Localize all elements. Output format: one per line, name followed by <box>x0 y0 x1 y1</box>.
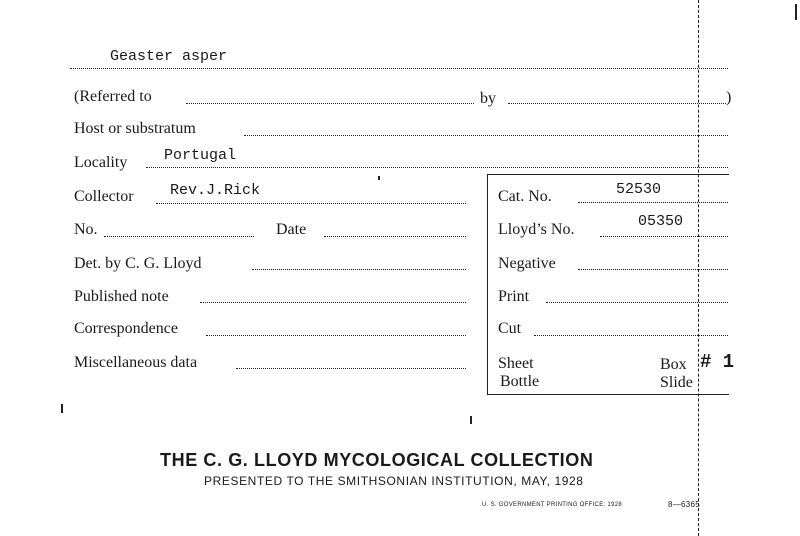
specimen-name-line <box>70 68 728 69</box>
no-label: No. <box>74 221 98 238</box>
print-label: Print <box>498 288 530 305</box>
by-label: by <box>480 90 496 107</box>
correspondence-line <box>206 335 466 336</box>
no-line <box>104 236 254 237</box>
lloyd-no-line <box>600 236 728 237</box>
right-box-top <box>487 174 729 175</box>
right-box-border <box>487 174 488 394</box>
stray-mark <box>61 404 63 413</box>
specimen-name: Geaster asper <box>110 48 228 65</box>
det-label: Det. by C. G. Lloyd <box>74 255 202 272</box>
lloyd-no-label: Lloyd’s No. <box>498 221 575 238</box>
by-line <box>508 103 726 104</box>
locality-label: Locality <box>74 154 128 171</box>
bottle-label: Bottle <box>500 373 540 390</box>
misc-line <box>236 368 466 369</box>
print-line <box>546 302 728 303</box>
margin-tick <box>795 4 797 20</box>
sheet-label: Sheet <box>498 355 534 372</box>
collector-value: Rev.J.Rick <box>170 182 261 199</box>
host-label: Host or substratum <box>74 120 196 137</box>
locality-value: Portugal <box>164 147 237 164</box>
cut-line <box>534 335 728 336</box>
negative-label: Negative <box>498 255 556 272</box>
date-label: Date <box>276 221 307 238</box>
date-line <box>324 236 466 237</box>
slide-label: Slide <box>660 374 693 391</box>
collection-subtitle: PRESENTED TO THE SMITHSONIAN INSTITUTION, MAY, 1928 <box>204 474 584 488</box>
det-line <box>252 269 466 270</box>
cat-no-line <box>578 202 728 203</box>
printing-office: U. S. GOVERNMENT PRINTING OFFICE: 1928 <box>482 502 622 508</box>
misc-label: Miscellaneous data <box>74 354 198 371</box>
collection-title: THE C. G. LLOYD MYCOLOGICAL COLLECTION <box>160 450 594 470</box>
box-number: # 1 <box>700 351 735 373</box>
host-line <box>244 135 728 136</box>
locality-line <box>146 167 728 168</box>
stray-mark <box>378 176 380 180</box>
perforation-line <box>698 0 699 536</box>
published-label: Published note <box>74 288 169 305</box>
collector-line <box>156 203 466 204</box>
cat-no-value: 52530 <box>616 181 662 198</box>
negative-line <box>578 269 728 270</box>
collector-label: Collector <box>74 188 134 205</box>
referred-to-label: (Referred to <box>74 88 152 105</box>
referred-to-line <box>186 103 474 104</box>
correspondence-label: Correspondence <box>74 320 178 337</box>
right-box-bottom <box>487 394 729 395</box>
published-line <box>200 302 466 303</box>
cat-no-label: Cat. No. <box>498 188 552 205</box>
form-number: 8—6365 <box>668 500 701 509</box>
stray-mark <box>470 416 472 424</box>
lloyd-no-value: 05350 <box>638 213 684 230</box>
cut-label: Cut <box>498 320 522 337</box>
box-label: Box <box>660 356 687 373</box>
close-paren: ) <box>726 89 732 106</box>
